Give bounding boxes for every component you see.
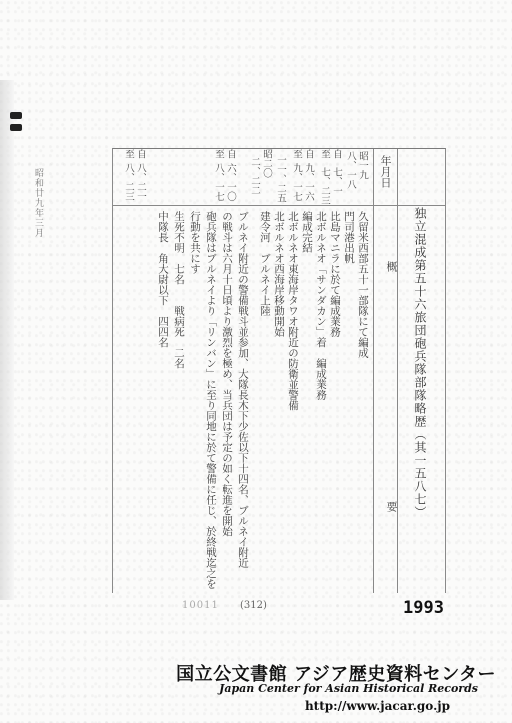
date-value: 八、二三 [123, 163, 134, 201]
summary-line: 生死不明 七名 戦病死 二名 [173, 211, 185, 369]
summary-header-right: 要 [385, 501, 398, 512]
date-value: 八、一八 [345, 151, 356, 189]
summary-line: 中隊長 角大尉以下 四四名 [157, 211, 169, 348]
stamp-number: 10011 [182, 600, 219, 611]
summary-line: 北ボルネオ東海岸タワオ附近の防衛並警備 [287, 211, 299, 411]
date-range-from: 自 [225, 149, 236, 159]
date-value: 二、二二 [249, 157, 260, 195]
date-value: 九、一七 [291, 163, 302, 201]
binding-hole [10, 112, 22, 119]
archive-name-english: Japan Center for Asian Historical Records [219, 682, 478, 695]
date-value: 九、一六 [303, 163, 314, 201]
date-range-to: 至 [213, 149, 224, 159]
summary-line: 久留米西部五十一部隊にて編成 [357, 211, 369, 358]
margin-note: 昭和廿九年三月 [33, 168, 43, 238]
date-year: 昭一九 [357, 151, 368, 180]
summary-line: ブルネイ附近の警備戦斗並参加、大隊長木下少佐以下十四名、ブルネイ附近 [237, 211, 249, 568]
summary-header-left: 概 [385, 261, 398, 272]
date-value: 一一、二五 [275, 155, 286, 203]
header-rule [113, 205, 445, 206]
summary-line: 門司港出帆 [343, 211, 355, 264]
date-value: 六、一〇 [225, 163, 236, 201]
reference-number: 1993 [403, 598, 444, 618]
page-label: (312) [240, 600, 267, 611]
date-value: 七、一 [331, 167, 342, 196]
summary-line: 北ボルネオ「サンダカン」着 編成業務 [315, 211, 327, 400]
date-range-to: 至 [123, 149, 134, 159]
date-range-from: 自 [135, 149, 146, 159]
summary-line: 建令河 ブルネイ上陸 [259, 211, 271, 316]
date-column-header: 年月日 [379, 155, 392, 188]
archive-name-japanese: 国立公文書館 アジア歴史資料センター [176, 664, 496, 685]
archive-url: http://www.jacar.go.jp [304, 699, 450, 713]
document-title: 独立混成第五十六旅団砲兵隊部隊略歴（其一五八七） [413, 207, 427, 519]
date-column-rule [397, 149, 398, 593]
summary-line: 北ボルネオ西海岸移動開始 [273, 211, 285, 337]
summary-line: 行動を共にす [189, 211, 201, 274]
summary-line: 編成完結 [301, 211, 313, 253]
date-value: 八、二一 [135, 163, 146, 201]
binding-hole [10, 124, 22, 131]
date-value: 七、二三 [319, 167, 330, 205]
date-range-from: 自 [331, 149, 342, 159]
history-form [112, 148, 446, 593]
date-range-to: 至 [319, 149, 330, 159]
date-range-from: 自 [303, 149, 314, 159]
summary-line: 比島マニラに於て編成業務 [329, 211, 341, 337]
page-edge-shadow [0, 80, 14, 600]
date-value: 八、一七 [213, 163, 224, 201]
summary-line: 砲兵隊はブルネイより「リンバン」に至り同地に於て警備に任じ、於終戦迄之を [205, 211, 217, 589]
date-column-rule-inner [373, 149, 374, 593]
date-range-to: 至 [291, 149, 302, 159]
date-year: 昭二〇 [261, 149, 272, 178]
summary-line: の戦斗は六月十日頃より激烈を極め、当兵団は予定の如く転進を開始 [221, 211, 233, 537]
